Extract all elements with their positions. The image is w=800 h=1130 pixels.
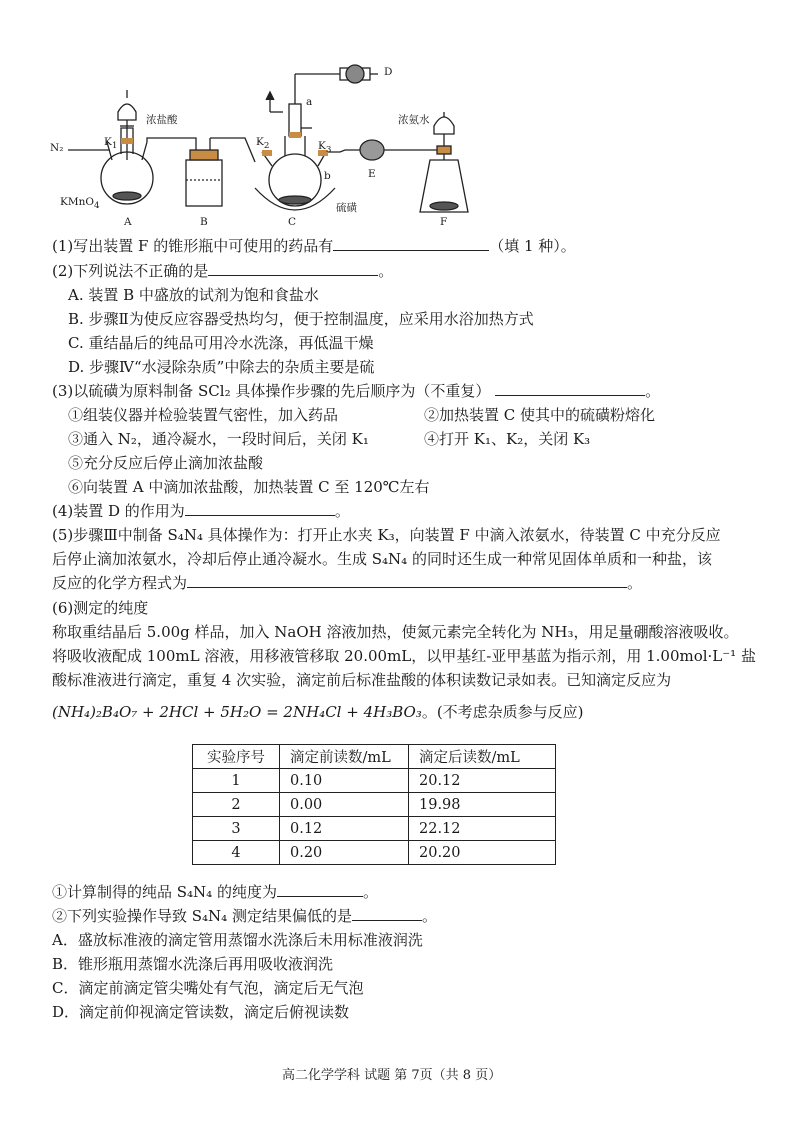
label-f: F: [440, 216, 448, 228]
table-cell: 0.10: [280, 769, 409, 793]
answer-blank-5[interactable]: [187, 573, 627, 588]
q3-step-4: ④打开 K₁、K₂，关闭 K₃: [424, 430, 591, 448]
q3-step-5: ⑤充分反应后停止滴加浓盐酸: [68, 454, 264, 472]
label-d: D: [384, 66, 393, 78]
titration-table: [192, 744, 556, 865]
page-footer: 高二化学学科 试题 第 7页（共 8 页）: [282, 1068, 502, 1083]
q6-sub-2: ②下列实验操作导致 S₄N₄ 测定结果偏低的是 。: [52, 907, 437, 925]
answer-blank-6-2[interactable]: [352, 906, 422, 921]
table-cell: 20.20: [409, 841, 556, 865]
table-row: [193, 769, 556, 793]
q2-option-d: D. 步骤Ⅳ“水浸除杂质”中除去的杂质主要是硫: [68, 358, 375, 376]
label-c: C: [288, 216, 297, 228]
label-e: E: [368, 168, 376, 180]
q3-step-6: ⑥向装置 A 中滴加浓盐酸，加热装置 C 至 120℃左右: [68, 478, 430, 496]
titration-equation: (NH₄)₂B₄O₇ + 2HCl + 5H₂O = 2NH₄Cl + 4H₃BO₃。(不考虑杂质参与反应): [52, 703, 584, 721]
flask-f: [420, 112, 468, 212]
label-k1: $K_1$: [104, 136, 118, 152]
q6-option-a: A．盛放标准液的滴定管用蒸馏水洗涤后未用标准液润洗: [52, 931, 423, 949]
table-cell: 0.20: [280, 841, 409, 865]
table-header: 滴定前读数/mL: [280, 745, 409, 769]
answer-blank-2[interactable]: [208, 261, 378, 276]
question-5-line2: 后停止滴加浓氨水，冷却后停止通冷凝水。生成 S₄N₄ 的同时还生成一种常见固体单质和一种盐，该: [52, 550, 712, 568]
label-a: A: [124, 216, 132, 228]
q2-option-c: C. 重结晶后的纯品可用冷水洗涤，再低温干燥: [68, 334, 374, 352]
table-cell: 20.12: [409, 769, 556, 793]
q2-option-b: B. 步骤Ⅱ为使反应容器受热均匀，便于控制温度，应采用水浴加热方式: [68, 310, 534, 328]
q6-option-b: B．锥形瓶用蒸馏水洗涤后再用吸收液润洗: [52, 955, 334, 973]
label-small-b: b: [324, 170, 331, 182]
question-2: (2)下列说法不正确的是 。: [52, 262, 394, 280]
question-5-line3: 反应的化学方程式为 。: [52, 574, 643, 592]
q6-option-c: C．滴定前滴定管尖嘴处有气泡，滴定后无气泡: [52, 979, 364, 997]
question-6-p2: 将吸收液配成 100mL 溶液，用移液管移取 20.00mL，以甲基红-亚甲基蓝为指示剂，用 1.00mol·L⁻¹ 盐: [52, 647, 756, 665]
table-header: 实验序号: [193, 745, 280, 769]
q3-step-1: ①组装仪器并检验装置气密性，加入药品: [68, 406, 339, 424]
answer-blank-6-1[interactable]: [277, 882, 363, 897]
answer-blank-1[interactable]: [333, 236, 489, 251]
label-k2: $K_2$: [256, 136, 270, 152]
label-hcl: 浓盐酸: [146, 114, 178, 126]
table-row: [193, 841, 556, 865]
table-cell: 0.00: [280, 793, 409, 817]
answer-blank-3[interactable]: [495, 381, 645, 396]
label-n2: N₂: [50, 142, 64, 154]
table-header-row: [193, 745, 556, 769]
q3-step-2: ②加热装置 C 使其中的硫磺粉熔化: [424, 406, 656, 424]
table-cell: 22.12: [409, 817, 556, 841]
q3-step-3: ③通入 N₂，通冷凝水，一段时间后，关闭 K₁: [68, 430, 369, 448]
label-b: B: [200, 216, 208, 228]
label-k3: $K_3$: [318, 140, 332, 156]
table-cell: 3: [193, 817, 280, 841]
question-6-p3: 酸标准液进行滴定，重复 4 次实验，滴定前后标准盐酸的体积读数记录如表。已知滴定反应为: [52, 671, 672, 689]
question-3: (3)以硫磺为原料制备 SCl₂ 具体操作步骤的先后顺序为（不重复） 。: [52, 382, 661, 400]
table-cell: 2: [193, 793, 280, 817]
question-4: (4)装置 D 的作用为 。: [52, 502, 350, 520]
answer-blank-4[interactable]: [185, 501, 335, 516]
label-kmno4: KMnO$_4$: [60, 196, 100, 212]
table-cell: 19.98: [409, 793, 556, 817]
table-cell: 4: [193, 841, 280, 865]
q2-option-a: A. 装置 B 中盛放的试剂为饱和食盐水: [68, 286, 319, 304]
tube-e: [360, 140, 440, 160]
label-ammonia: 浓氨水: [398, 114, 430, 126]
tube-d: [340, 65, 378, 83]
bottle-b: [186, 138, 222, 206]
label-sulfur: 硫磺: [336, 202, 357, 214]
label-small-a: a: [306, 96, 313, 108]
table-cell: 0.12: [280, 817, 409, 841]
table-row: [193, 817, 556, 841]
question-6-title: (6)测定的纯度: [52, 599, 149, 617]
question-1: (1)写出装置 F 的锥形瓶中可使用的药品有 （填 1 种）。: [52, 237, 576, 255]
q6-option-d: D．滴定前仰视滴定管读数，滴定后俯视读数: [52, 1003, 350, 1021]
table-cell: 1: [193, 769, 280, 793]
table-row: [193, 793, 556, 817]
question-6-p1: 称取重结晶后 5.00g 样品，加入 NaOH 溶液加热，使氮元素完全转化为 NH₃，用足量硼酸溶液吸收。: [52, 623, 739, 641]
q6-sub-1: ①计算制得的纯品 S₄N₄ 的纯度为 。: [52, 883, 378, 901]
table-header: 滴定后读数/mL: [409, 745, 556, 769]
question-5-line1: (5)步骤Ⅲ中制备 S₄N₄ 具体操作为：打开止水夹 K₃，向装置 F 中滴入浓氨水，待装置 C 中充分反应: [52, 526, 721, 544]
